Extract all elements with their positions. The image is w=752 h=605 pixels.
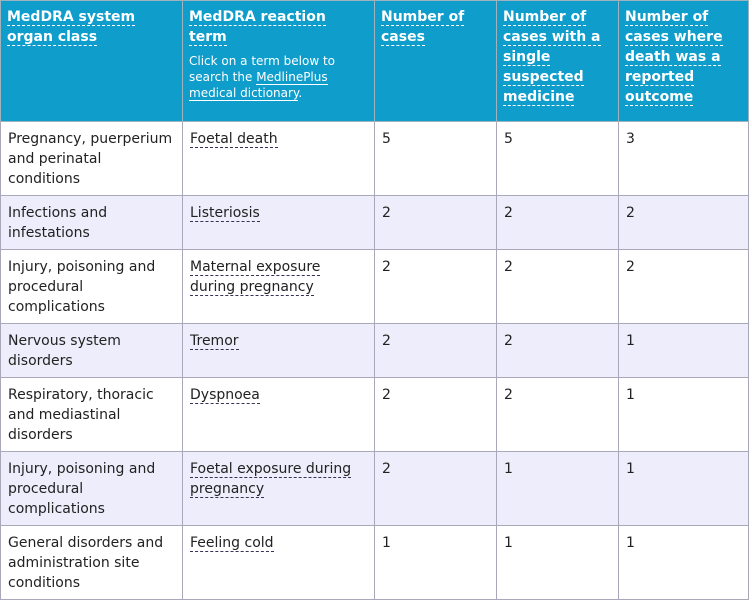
term-link[interactable]: Feeling cold: [190, 535, 274, 551]
table-header-row: [1, 1, 749, 122]
cell-single-suspected: 2: [497, 250, 619, 324]
cell-reaction-term: [183, 526, 375, 600]
cell-reaction-term: [183, 378, 375, 452]
cell-organ-class: Respiratory, thoracic and mediastinal disorders: [1, 378, 183, 452]
table-row: [1, 526, 749, 600]
table-row: [1, 122, 749, 196]
cell-reaction-term: [183, 196, 375, 250]
cell-reaction-term: [183, 250, 375, 324]
cell-single-suspected: 1: [497, 452, 619, 526]
cell-organ-class: Injury, poisoning and procedural complications: [1, 250, 183, 324]
header-reaction-term: [183, 1, 375, 122]
medlineplus-link[interactable]: MedlinePlus medical dictionary: [189, 70, 328, 100]
cell-death-outcome: 2: [619, 250, 749, 324]
header-death-outcome-label: Number of cases where death was a reported outcome: [625, 9, 723, 105]
cell-organ-class: Nervous system disorders: [1, 324, 183, 378]
cell-cases: 2: [375, 378, 497, 452]
cell-single-suspected: 1: [497, 526, 619, 600]
cell-organ-class: Infections and infestations: [1, 196, 183, 250]
term-link[interactable]: Tremor: [190, 333, 239, 349]
cell-cases: 2: [375, 324, 497, 378]
table-row: [1, 250, 749, 324]
term-link[interactable]: Listeriosis: [190, 205, 260, 221]
term-link[interactable]: Foetal exposure during pregnancy: [190, 461, 352, 497]
header-number-of-cases-label: Number of cases: [381, 9, 465, 45]
cell-cases: 1: [375, 526, 497, 600]
cell-death-outcome: 1: [619, 378, 749, 452]
cell-reaction-term: [183, 324, 375, 378]
header-organ-class: [1, 1, 183, 122]
header-death-outcome: [619, 1, 749, 122]
table-row: [1, 196, 749, 250]
table-row: [1, 324, 749, 378]
header-single-suspected: [497, 1, 619, 122]
header-reaction-term-label: MedDRA reaction term: [189, 9, 326, 45]
header-organ-class-label: MedDRA system organ class: [7, 9, 136, 45]
cell-single-suspected: 2: [497, 196, 619, 250]
cell-single-suspected: 2: [497, 324, 619, 378]
cell-death-outcome: 1: [619, 452, 749, 526]
cell-single-suspected: 5: [497, 122, 619, 196]
header-number-of-cases: [375, 1, 497, 122]
header-reaction-term-note: [189, 53, 368, 101]
cell-death-outcome: 2: [619, 196, 749, 250]
table-row: [1, 378, 749, 452]
cell-death-outcome: 1: [619, 324, 749, 378]
cell-cases: 2: [375, 196, 497, 250]
cell-organ-class: General disorders and administration site conditions: [1, 526, 183, 600]
cell-reaction-term: [183, 452, 375, 526]
cell-reaction-term: [183, 122, 375, 196]
cell-organ-class: Injury, poisoning and procedural complications: [1, 452, 183, 526]
cell-death-outcome: 1: [619, 526, 749, 600]
cell-death-outcome: 3: [619, 122, 749, 196]
cell-organ-class: Pregnancy, puerperium and perinatal conditions: [1, 122, 183, 196]
header-note-suffix: .: [298, 86, 303, 100]
table-row: [1, 452, 749, 526]
term-link[interactable]: Dyspnoea: [190, 387, 260, 403]
cell-cases: 2: [375, 250, 497, 324]
header-single-suspected-label: Number of cases with a single suspected medicine: [503, 9, 601, 105]
cell-single-suspected: 2: [497, 378, 619, 452]
term-link[interactable]: Maternal exposure during pregnancy: [190, 259, 321, 295]
cell-cases: 5: [375, 122, 497, 196]
cell-cases: 2: [375, 452, 497, 526]
header-note-prefix: Click on a term below to search the: [189, 54, 336, 84]
term-link[interactable]: Foetal death: [190, 131, 278, 147]
